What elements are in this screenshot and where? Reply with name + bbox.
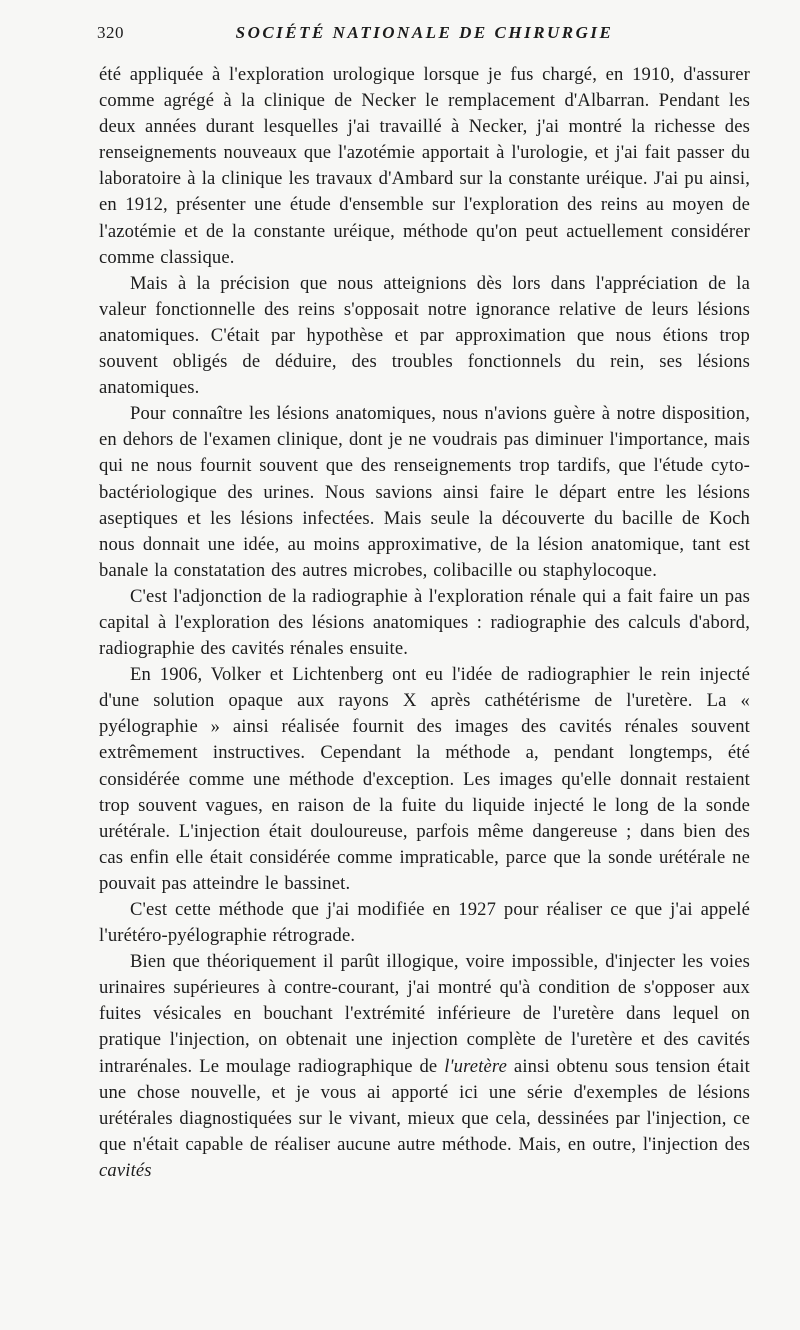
article-body [99,62,750,1184]
paragraph-4: C'est l'adjonction de la radiographie à l'exploration rénale qui a fait faire un pas capital à l'exploration des lésions anatomiques : radiographie des calculs d'abord, radiographie des cavités rénales ensuite. [99,585,750,660]
paragraph-3: Pour connaître les lésions anatomiques, nous n'avions guère à notre disposition, en dehors de l'examen clinique, dont je ne voudrais pas diminuer l'importance, mais qui ne nous fournit souvent que des renseignements trop tardifs, que l'étude cyto-bactériologique des urines. Nous savions ainsi faire le départ entre les lésions aseptiques et les lésions infectées. Mais seule la découverte du bacille de Koch nous donnait une idée, au moins approximative, de la lésion anatomique, tant est banale la constatation des autres microbes, colibacille ou staphylocoque. [99,403,750,581]
paragraph-1: été appliquée à l'exploration urologique lorsque je fus chargé, en 1910, d'assurer comme agrégé à la clinique de Necker le remplacement d'Albarran. Pendant les deux années durant lesquelles j'ai travaillé à Necker, j'ai montré la richesse des renseignements nouveaux que l'azotémie apportait à l'urologie, et j'ai fait passer du laboratoire à la clinique les travaux d'Ambard sur la constante uréique. J'ai pu ainsi, en 1912, présenter une étude d'ensemble sur l'exploration des reins au moyen de l'azotémie et de la constante uréique, méthode qu'on peut actuellement considérer comme classique. [99,64,750,268]
italic-uretere: l'uretère [444,1055,508,1077]
page-header [97,18,752,48]
running-title: SOCIÉTÉ NATIONALE DE CHIRURGIE [235,23,614,42]
italic-cavites: cavités [99,1159,152,1181]
paragraph-6: C'est cette méthode que j'ai modifiée en 1927 pour réaliser ce que j'ai appelé l'urétéro-pyélographie rétrograde. [99,899,750,947]
page-number: 320 [97,23,124,42]
paragraph-7 [99,949,750,1184]
paragraph-7-part-1: Bien que théoriquement il parût illogique, voire impossible, d'injecter les voies urinaires supérieures à contre-courant, j'ai montré qu'à condition de s'opposer aux fuites vésicales en bouchant l'extrémité inférieure de l'uretère dans lequel on pratique l'injection, on obtenait une injection complète de l'uretère et des cavités intrarénales. Le moulage radiographique de [99,951,750,1077]
paragraph-2: Mais à la précision que nous atteignions dès lors dans l'appréciation de la valeur fonctionnelle des reins s'opposait notre ignorance relative de leurs lésions anatomiques. C'était par hypothèse et par approximation que nous étions trop souvent obligés de déduire, des troubles fonctionnels du rein, ses lésions anatomiques. [99,272,750,399]
paragraph-5: En 1906, Volker et Lichtenberg ont eu l'idée de radiographier le rein injecté d'une solution opaque aux rayons X après cathétérisme de l'uretère. La « pyélographie » ainsi réalisée fournit des images des cavités rénales souvent extrêmement instructives. Cependant la méthode a, pendant longtemps, été considérée comme une méthode d'exception. Les images qu'elle donnait restaient trop souvent vagues, en raison de la fuite du liquide injecté le long de la sonde urétérale. L'injection était douloureuse, parfois même dangereuse ; dans bien des cas enfin elle était considérée comme impraticable, parce que la sonde urétérale ne pouvait pas atteindre le bassinet. [99,664,750,894]
paragraph-7-part-2: ainsi obtenu sous tension était une chose nouvelle, et je vous ai apporté ici une série d'exemples de lésions urétérales diagnostiquées sur le vivant, mieux que cela, dessinées par l'injection, ce que n'était capable de réaliser aucune autre méthode. Mais, en outre, l'injection des [99,1055,750,1155]
